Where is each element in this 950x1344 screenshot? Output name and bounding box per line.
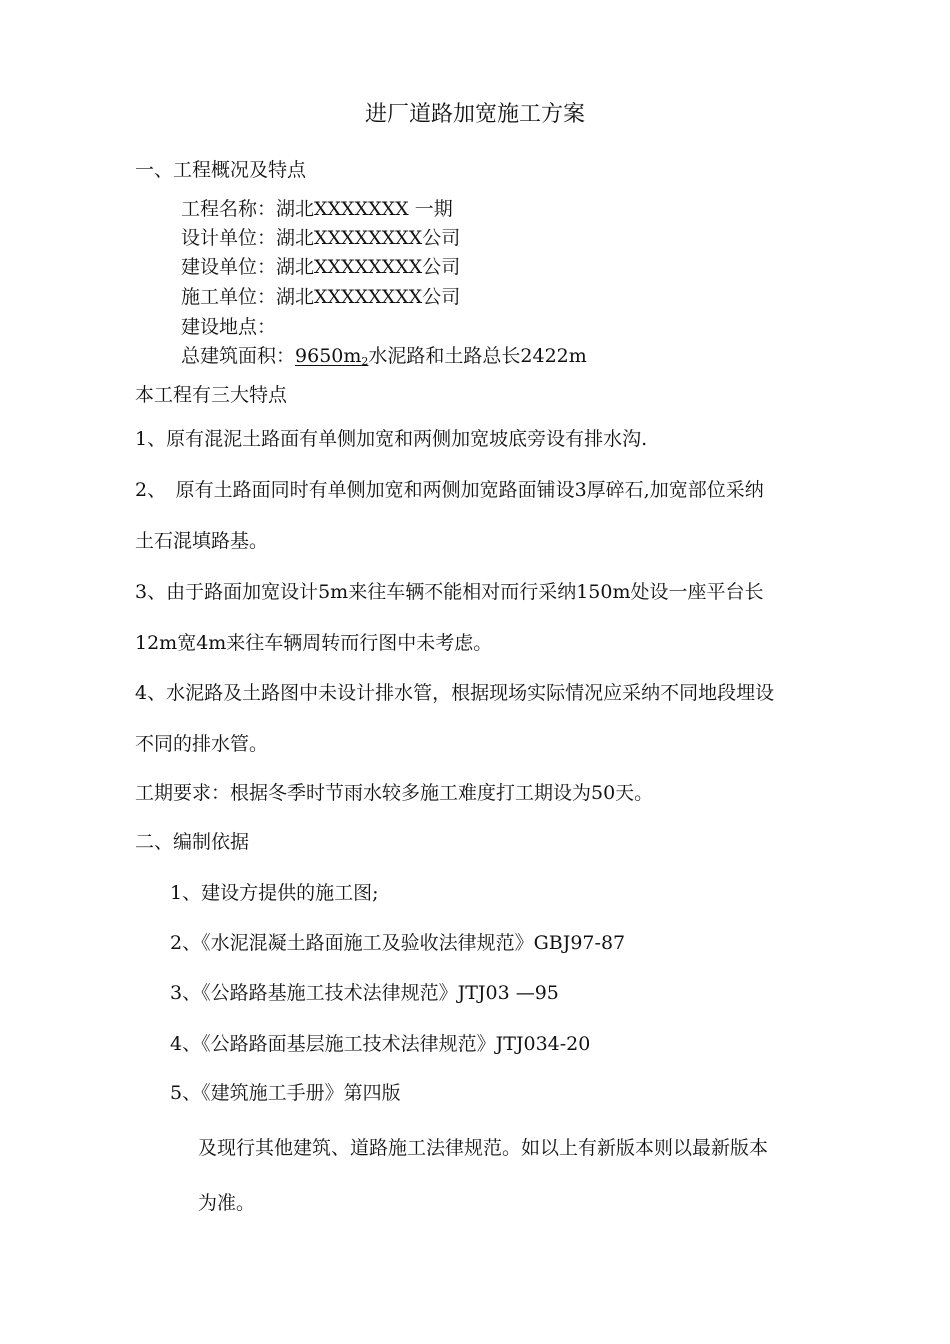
construction-owner: 建设单位：湖北XXXXXXXX公司 (181, 256, 461, 278)
document-title: 进厂道路加宽施工方案 (364, 102, 585, 127)
total-area-rest: 水泥路和土路总长2422m (368, 345, 587, 367)
total-area-label: 总建筑面积： (181, 345, 296, 367)
feature-3-line-2: 12m宽4m来往车辆周转而行图中未考虑。 (135, 632, 493, 654)
project-name: 工程名称：湖北XXXXXXX 一期 (181, 198, 453, 220)
feature-3-line-1: 3、由于路面加宽设计5m来往车辆不能相对而行采纳150m处设一座平台长 (135, 581, 764, 603)
feature-2-line-1: 2、 原有土路面同时有单侧加宽和两侧加宽路面铺设3厚碎石,加宽部位采纳 (135, 479, 764, 501)
closing-line-1: 及现行其他建筑、道路施工法律规范。如以上有新版本则以最新版本 (198, 1137, 769, 1159)
basis-item-1: 1、建设方提供的施工图; (170, 882, 379, 904)
feature-1: 1、原有混泥土路面有单侧加宽和两侧加宽坡底旁设有排水沟. (135, 428, 648, 450)
feature-2-line-2: 土石混填路基。 (135, 530, 269, 552)
features-intro: 本工程有三大特点 (135, 384, 288, 406)
total-area-value (295, 345, 368, 367)
contractor-unit: 施工单位：湖北XXXXXXXX公司 (181, 286, 461, 308)
section-1-heading: 一、工程概况及特点 (135, 159, 307, 181)
construction-location: 建设地点： (181, 316, 277, 338)
total-area (181, 343, 587, 375)
basis-item-2: 2、《水泥混凝土路面施工及验收法律规范》GBJ97-87 (170, 932, 626, 954)
total-area-unit-subscript: 2 (361, 355, 369, 368)
total-area-number: 9650m (295, 345, 362, 367)
section-2-heading: 二、编制依据 (135, 831, 250, 853)
schedule-requirement: 工期要求：根据冬季时节雨水较多施工难度打工期设为50天。 (135, 782, 654, 804)
feature-4-line-1: 4、水泥路及土路图中未设计排水管，根据现场实际情况应采纳不同地段埋设 (135, 682, 775, 704)
basis-item-3: 3、《公路路基施工技术法律规范》JTJ03 —95 (170, 982, 559, 1004)
design-unit: 设计单位：湖北XXXXXXXX公司 (181, 227, 461, 249)
closing-line-2: 为准。 (198, 1192, 256, 1214)
basis-item-5: 5、《建筑施工手册》第四版 (170, 1082, 401, 1104)
basis-item-4: 4、《公路路面基层施工技术法律规范》JTJ034-20 (170, 1033, 591, 1055)
feature-4-line-2: 不同的排水管。 (135, 733, 269, 755)
